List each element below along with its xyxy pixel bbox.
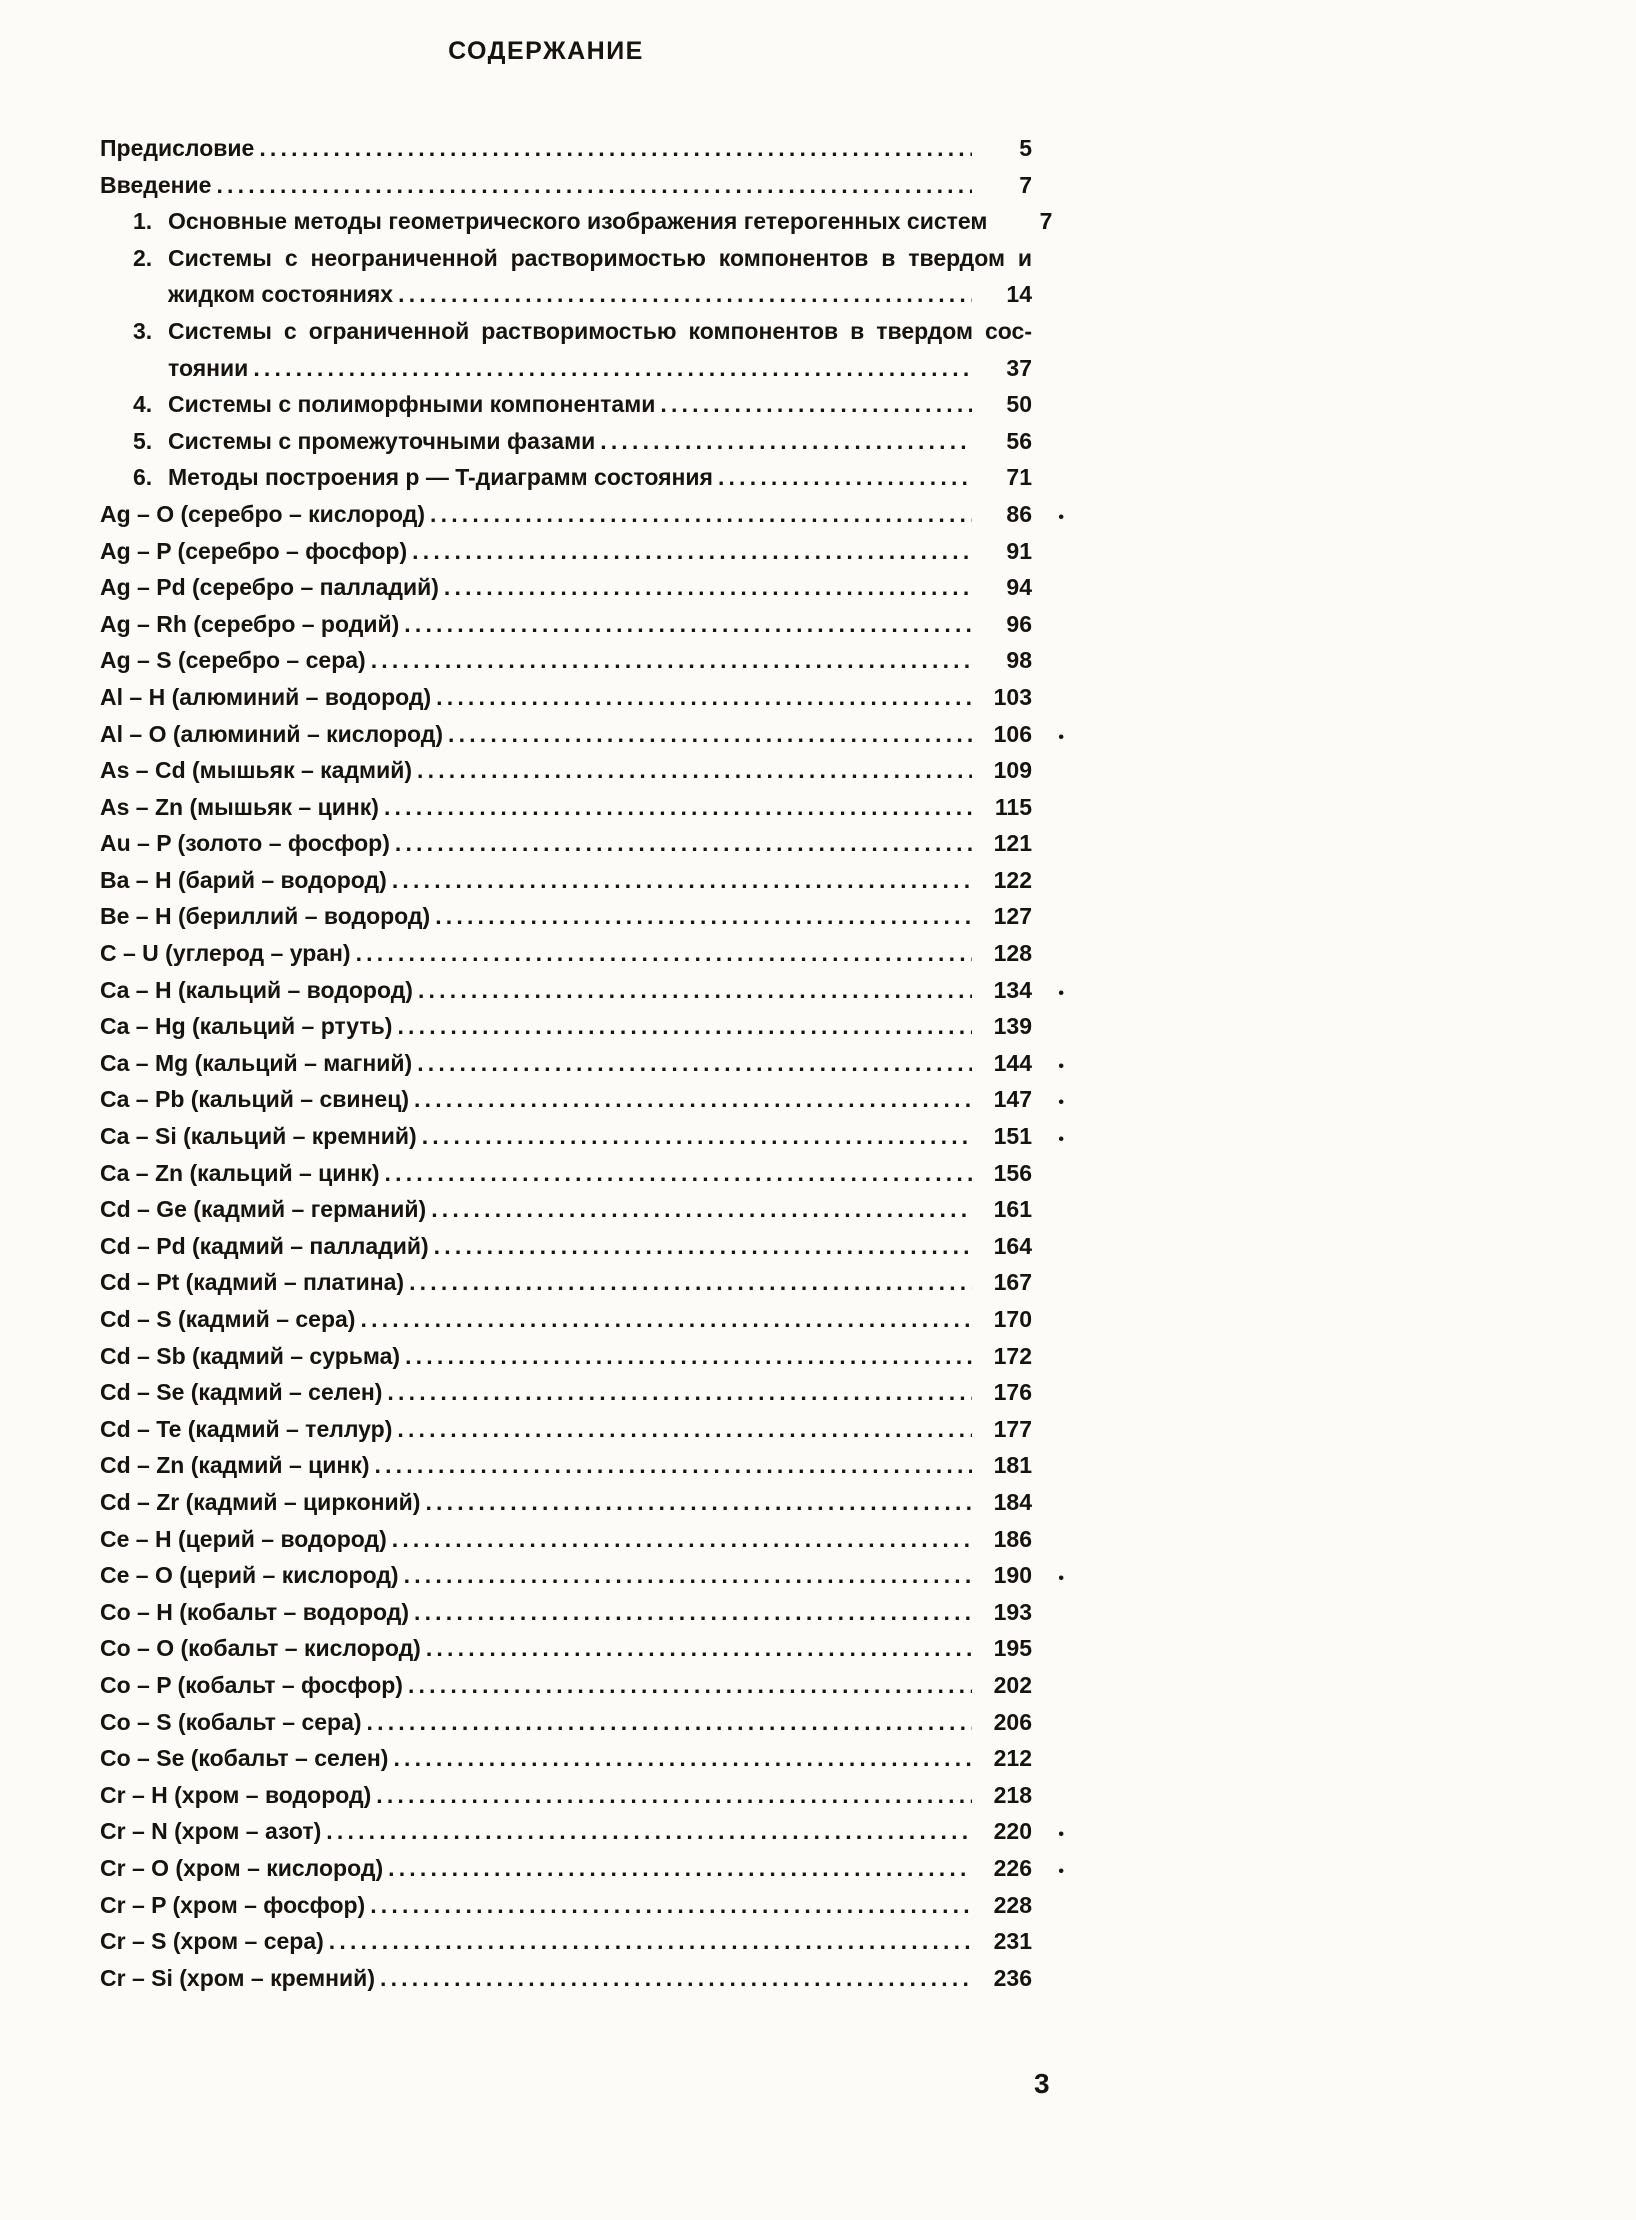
margin-mark: • <box>1058 984 1064 1002</box>
toc-entry-label: Ag – Pd (серебро – палладий) <box>100 574 439 601</box>
toc-entry-label: Ag – O (серебро – кислород) <box>100 500 426 527</box>
dot-leader <box>388 1850 972 1887</box>
toc-entry-label: As – Zn (мышьяк – цинк) <box>100 793 379 820</box>
toc-entry <box>100 1557 1064 1594</box>
dot-leader <box>425 1484 972 1521</box>
margin-mark: • <box>1058 1862 1064 1880</box>
dot-leader <box>431 1191 972 1228</box>
toc-entry-label: Методы построения p — T-диаграмм состояния <box>168 464 713 491</box>
toc-entry-page: 206 <box>993 1708 1032 1735</box>
toc-entry-page: 94 <box>1006 574 1032 601</box>
dot-leader <box>380 1960 972 1997</box>
toc-entry-page: 161 <box>993 1196 1032 1223</box>
toc-entry-label: Cd – Zr (кадмий – цирконий) <box>100 1488 421 1515</box>
toc-entry-label: Предисловие <box>100 135 255 161</box>
toc-entry-number: 1. <box>133 208 153 235</box>
toc-entry <box>100 1667 1032 1704</box>
toc-entry-page: 231 <box>993 1928 1032 1955</box>
toc-entry-label: Cr – Si (хром – кремний) <box>100 1964 375 1991</box>
toc-entry <box>100 752 1032 789</box>
toc-entry-label: Ca – Zn (кальций – цинк) <box>100 1159 380 1186</box>
dot-leader <box>414 1594 972 1631</box>
toc-entry <box>100 1045 1064 1082</box>
toc-entry-page: 37 <box>1006 354 1032 381</box>
toc-entry <box>100 1630 1032 1667</box>
toc-entry-label: Cr – S (хром – сера) <box>100 1928 324 1955</box>
dot-leader <box>397 1411 972 1448</box>
toc-entry-label: Ca – Mg (кальций – магний) <box>100 1049 413 1076</box>
toc-entry-label: Be – H (бериллий – водород) <box>100 903 431 930</box>
toc-entry-label: Co – O (кобальт – кислород) <box>100 1635 421 1662</box>
toc-entry-page: 134 <box>993 976 1032 1003</box>
toc-entry-page: 156 <box>993 1159 1032 1186</box>
dot-leader <box>326 1813 972 1850</box>
toc-entry-label: Cd – S (кадмий – сера) <box>100 1306 356 1332</box>
toc-entry-page: 106 <box>993 720 1032 747</box>
dot-leader <box>417 752 972 789</box>
toc-entry <box>100 1850 1064 1887</box>
dot-leader <box>434 1228 972 1265</box>
toc-entry <box>100 679 1032 716</box>
toc-entry-page: 144 <box>993 1049 1032 1076</box>
toc-entry-label: Системы с промежуточными фазами <box>168 427 596 454</box>
toc-entry-label: Cd – Ge (кадмий – германий) <box>100 1196 427 1223</box>
toc-entry-label: As – Cd (мышьяк – кадмий) <box>100 757 413 784</box>
toc-entry-page: 170 <box>993 1306 1032 1332</box>
toc-entry-page: 56 <box>1006 427 1032 454</box>
toc-entry-page: 190 <box>993 1562 1032 1589</box>
margin-mark: • <box>1058 1094 1064 1112</box>
toc-entry-number: 6. <box>133 464 153 491</box>
toc-entry-page: 128 <box>993 940 1032 967</box>
toc-list <box>100 130 1064 1996</box>
dot-leader <box>259 130 972 167</box>
dot-leader <box>422 1118 972 1155</box>
toc-entry <box>100 862 1032 899</box>
toc-entry-label: Au – P (золото – фосфор) <box>100 830 390 857</box>
toc-entry-page: 109 <box>993 757 1032 784</box>
dot-leader <box>360 1301 972 1338</box>
toc-entry-page: 103 <box>993 683 1032 710</box>
toc-entry-label: Cd – Se (кадмий – селен) <box>100 1379 383 1406</box>
page-content <box>100 36 1064 1996</box>
dot-leader <box>370 1887 972 1924</box>
dot-leader <box>385 1155 972 1192</box>
dot-leader <box>417 1045 972 1082</box>
toc-entry-page: 226 <box>993 1854 1032 1881</box>
toc-entry-label: Ag – S (серебро – сера) <box>100 647 366 674</box>
toc-entry <box>100 1008 1032 1045</box>
toc-entry <box>100 130 1032 167</box>
toc-entry-number: 5. <box>133 427 153 454</box>
toc-entry-page: 121 <box>993 830 1032 857</box>
toc-entry-page: 151 <box>993 1123 1032 1150</box>
toc-entry-page: 220 <box>993 1818 1032 1845</box>
dot-leader <box>404 1557 972 1594</box>
toc-entry-label: Ca – Si (кальций – кремний) <box>100 1123 417 1150</box>
toc-entry-label: Системы с неограниченной растворимостью компонентов в твердом и <box>168 244 1032 271</box>
toc-entry <box>100 1484 1032 1521</box>
toc-entry-label: Cd – Pt (кадмий – платина) <box>100 1269 405 1296</box>
toc-entry <box>100 1594 1032 1631</box>
toc-entry <box>100 1081 1064 1118</box>
toc-entry-label: Системы с полиморфными компонентами <box>168 391 656 418</box>
dot-leader <box>398 276 972 313</box>
toc-entry-page: 167 <box>993 1269 1032 1296</box>
toc-entry-page: 228 <box>993 1891 1032 1918</box>
toc-entry-page: 96 <box>1006 610 1032 637</box>
toc-entry-page: 212 <box>993 1745 1032 1772</box>
dot-leader <box>404 606 972 643</box>
toc-entry <box>100 1264 1032 1301</box>
toc-entry <box>100 1704 1032 1741</box>
toc-entry-label: Cd – Pd (кадмий – палладий) <box>100 1232 429 1259</box>
dot-leader <box>600 423 972 460</box>
toc-entry <box>100 1887 1032 1924</box>
toc-entry-page: 164 <box>993 1232 1032 1259</box>
dot-leader <box>371 642 972 679</box>
toc-entry-page: 115 <box>994 793 1032 820</box>
toc-entry-label: Cd – Zn (кадмий – цинк) <box>100 1452 370 1479</box>
toc-entry-number: 2. <box>133 244 153 271</box>
toc-entry-label: Ag – Rh (серебро – родий) <box>100 610 400 637</box>
toc-entry <box>100 203 1053 240</box>
dot-leader <box>435 898 972 935</box>
dot-leader <box>409 1264 972 1301</box>
toc-entry-label: Al – O (алюминий – кислород) <box>100 720 444 747</box>
margin-mark: • <box>1058 1057 1064 1075</box>
toc-entry-page: 122 <box>993 866 1032 893</box>
dot-leader <box>375 1447 973 1484</box>
dot-leader <box>405 1338 972 1375</box>
toc-entry <box>100 1301 1032 1338</box>
toc-entry <box>100 1374 1032 1411</box>
dot-leader <box>392 1521 972 1558</box>
toc-entry-label: Ce – H (церий – водород) <box>100 1525 387 1552</box>
toc-entry-page: 236 <box>993 1964 1032 1991</box>
toc-entry <box>100 276 1032 313</box>
toc-entry-label: жидком состояниях <box>168 281 394 308</box>
toc-entry-label: Ce – O (церий – кислород) <box>100 1562 399 1589</box>
toc-entry-page: 172 <box>993 1342 1032 1369</box>
toc-entry <box>100 1338 1032 1375</box>
toc-entry <box>100 240 1032 277</box>
toc-entry <box>100 606 1032 643</box>
toc-entry <box>100 898 1032 935</box>
toc-entry-label: Ca – H (кальций – водород) <box>100 976 413 1003</box>
toc-entry-label: Co – P (кобальт – фосфор) <box>100 1671 403 1698</box>
toc-entry-page: 14 <box>1006 281 1032 308</box>
dot-leader <box>329 1923 972 1960</box>
toc-entry-page: 181 <box>993 1452 1032 1479</box>
dot-leader <box>436 679 972 716</box>
toc-entry-number: 3. <box>133 317 153 344</box>
toc-entry-page: 193 <box>993 1598 1032 1625</box>
dot-leader <box>395 825 972 862</box>
toc-entry-page: 5 <box>1019 135 1032 161</box>
dot-leader <box>393 1740 972 1777</box>
dot-leader <box>430 496 972 533</box>
dot-leader <box>660 386 972 423</box>
dot-leader <box>367 1704 972 1741</box>
toc-entry <box>100 423 1032 460</box>
toc-entry <box>100 1191 1032 1228</box>
toc-entry <box>100 459 1032 496</box>
toc-entry <box>100 716 1064 753</box>
toc-entry-page: 184 <box>993 1488 1032 1515</box>
dot-leader <box>384 789 972 826</box>
toc-entry-label: Cr – P (хром – фосфор) <box>100 1891 366 1918</box>
toc-entry-label: Co – S (кобальт – сера) <box>100 1708 362 1735</box>
toc-entry-number: 4. <box>133 391 153 418</box>
toc-entry <box>100 935 1032 972</box>
toc-entry <box>100 350 1032 387</box>
toc-entry <box>100 1813 1064 1850</box>
toc-entry-label: Al – H (алюминий – водород) <box>100 683 432 710</box>
toc-entry-page: 176 <box>993 1379 1032 1406</box>
dot-leader <box>444 569 972 606</box>
toc-entry <box>100 533 1032 570</box>
toc-entry-label: Ba – H (барий – водород) <box>100 866 387 893</box>
margin-mark: • <box>1058 728 1064 746</box>
toc-entry <box>100 972 1064 1009</box>
toc-entry <box>100 1521 1032 1558</box>
toc-entry-page: 50 <box>1006 391 1032 418</box>
toc-entry <box>100 313 1032 350</box>
dot-leader <box>216 167 972 204</box>
toc-entry-label: Cr – O (хром – кислород) <box>100 1854 384 1881</box>
dot-leader <box>414 1081 972 1118</box>
toc-entry-page: 195 <box>993 1635 1032 1662</box>
toc-entry <box>100 1155 1032 1192</box>
toc-entry-label: Cr – H (хром – водород) <box>100 1781 372 1808</box>
dot-leader <box>392 862 972 899</box>
toc-entry-page: 7 <box>1019 171 1032 198</box>
toc-entry-label: Cd – Sb (кадмий – сурьма) <box>100 1342 401 1369</box>
margin-mark: • <box>1058 1826 1064 1844</box>
page-number: 3 <box>1034 2068 1050 2099</box>
toc-entry-page: 98 <box>1006 647 1032 674</box>
toc-entry <box>100 1923 1032 1960</box>
toc-entry <box>100 1411 1032 1448</box>
margin-mark: • <box>1058 508 1064 526</box>
toc-entry-page: 71 <box>1006 464 1032 491</box>
toc-entry-label: Ca – Hg (кальций – ртуть) <box>100 1013 393 1040</box>
dot-leader <box>426 1630 972 1667</box>
toc-entry-label: Cd – Te (кадмий – теллур) <box>100 1415 393 1442</box>
toc-entry-label: тоянии <box>168 354 249 381</box>
toc-entry <box>100 1960 1032 1997</box>
toc-entry <box>100 1228 1032 1265</box>
toc-entry <box>100 1777 1032 1814</box>
dot-leader <box>412 533 972 570</box>
toc-entry-label: C – U (углерод – уран) <box>100 940 351 967</box>
margin-mark: • <box>1058 1570 1064 1588</box>
toc-entry-page: 147 <box>993 1086 1032 1113</box>
toc-entry <box>100 167 1032 204</box>
toc-entry <box>100 642 1032 679</box>
margin-mark: • <box>1058 1131 1064 1149</box>
toc-entry-page: 186 <box>993 1525 1032 1552</box>
toc-entry-page: 202 <box>993 1671 1032 1698</box>
toc-entry <box>100 789 1032 826</box>
toc-entry-page: 91 <box>1006 537 1032 564</box>
toc-entry <box>100 386 1032 423</box>
toc-entry-label: Основные методы геометрического изображения гетерогенных систем <box>168 208 988 235</box>
toc-entry-label: Ag – P (серебро – фосфор) <box>100 537 408 564</box>
toc-entry <box>100 1447 1032 1484</box>
toc-entry-label: Ca – Pb (кальций – свинец) <box>100 1086 410 1113</box>
toc-entry-label: Системы с ограниченной растворимостью компонентов в твердом сос- <box>168 317 1032 344</box>
toc-entry-page: 86 <box>1006 500 1032 527</box>
toc-entry <box>100 569 1032 606</box>
dot-leader <box>376 1777 972 1814</box>
toc-entry-page: 177 <box>993 1415 1032 1442</box>
toc-entry-label: Введение <box>100 171 212 198</box>
toc-entry-label: Cr – N (хром – азот) <box>100 1818 322 1845</box>
toc-entry-page: 139 <box>993 1013 1032 1040</box>
toc-entry-page: 7 <box>1039 208 1053 235</box>
toc-entry-label: Co – Se (кобальт – селен) <box>100 1745 389 1772</box>
toc-entry <box>100 1740 1032 1777</box>
dot-leader <box>253 350 972 387</box>
toc-entry <box>100 825 1032 862</box>
dot-leader <box>408 1667 972 1704</box>
dot-leader <box>718 459 972 496</box>
dot-leader <box>397 1008 972 1045</box>
dot-leader <box>387 1374 972 1411</box>
dot-leader <box>448 716 972 753</box>
toc-entry <box>100 1118 1064 1155</box>
toc-entry-page: 218 <box>993 1781 1032 1808</box>
toc-entry-page: 127 <box>993 903 1032 930</box>
toc-entry-label: Co – H (кобальт – водород) <box>100 1598 409 1625</box>
toc-entry <box>100 496 1064 533</box>
dot-leader <box>356 935 972 972</box>
page-title: СОДЕРЖАНИЕ <box>448 37 644 65</box>
dot-leader <box>418 972 972 1009</box>
